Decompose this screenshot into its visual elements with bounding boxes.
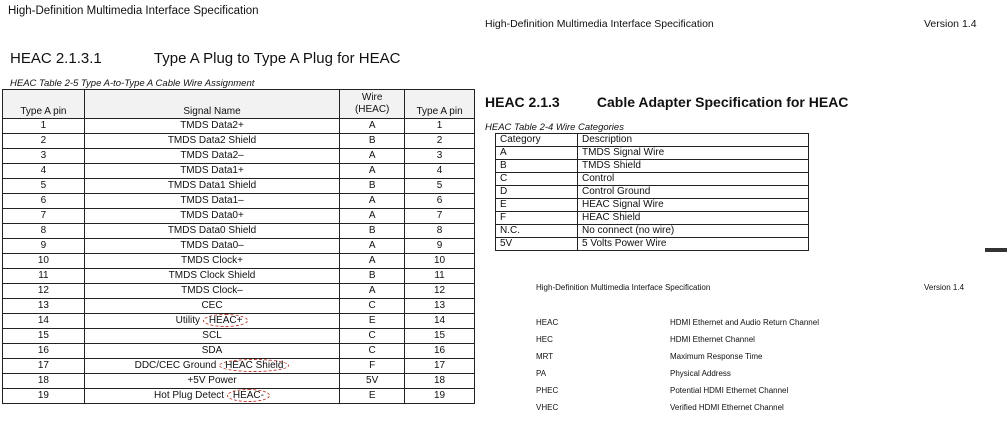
table-row xyxy=(3,254,475,269)
abbr-term: MRT xyxy=(536,352,554,361)
table-row xyxy=(3,314,475,329)
wire-table-body xyxy=(3,119,475,404)
abbr-definition: HDMI Ethernet and Audio Return Channel xyxy=(670,318,819,327)
pin-a-cell: 9 xyxy=(3,239,85,254)
list-item xyxy=(536,352,762,362)
signal-name: TMDS Data0+ xyxy=(180,210,244,221)
signal-name-cell xyxy=(84,284,339,299)
signal-name-cell xyxy=(84,359,339,374)
pin-b-cell: 3 xyxy=(405,149,475,164)
signal-name-cell xyxy=(84,239,339,254)
abbr-definition: Physical Address xyxy=(670,369,731,378)
signal-name-cell xyxy=(84,269,339,284)
description-cell: HEAC Signal Wire xyxy=(578,199,809,212)
right-section-heading xyxy=(485,94,848,110)
left-section-heading xyxy=(10,50,400,67)
signal-name: Hot Plug Detect xyxy=(154,390,225,401)
pin-a-cell: 16 xyxy=(3,344,85,359)
signal-name-cell xyxy=(84,119,339,134)
signal-name: TMDS Data0 Shield xyxy=(167,225,257,236)
wire-table-header-row xyxy=(3,90,475,119)
signal-name: TMDS Data2+ xyxy=(180,120,244,131)
signal-name-cell xyxy=(84,194,339,209)
wire-cell: 5V xyxy=(340,374,405,389)
signal-name-cell xyxy=(84,299,339,314)
col-header-wire xyxy=(340,90,405,119)
signal-name: TMDS Data2 Shield xyxy=(167,135,257,146)
list-item xyxy=(536,369,731,379)
signal-name-cell xyxy=(84,389,339,404)
abbr-term: HEAC xyxy=(536,318,559,327)
pin-a-cell: 11 xyxy=(3,269,85,284)
table-row xyxy=(496,173,809,186)
signal-name-cell xyxy=(84,134,339,149)
col-header-wire-line2: (HEAC) xyxy=(354,104,390,115)
category-cell: B xyxy=(496,160,578,173)
table-row xyxy=(3,134,475,149)
pin-b-cell: 19 xyxy=(405,389,475,404)
pin-a-cell: 5 xyxy=(3,179,85,194)
col-header-type-a-pin: Type A pin xyxy=(3,90,85,119)
description-cell: 5 Volts Power Wire xyxy=(578,238,809,251)
table-row xyxy=(3,119,475,134)
pin-a-cell: 19 xyxy=(3,389,85,404)
right-section-title: Cable Adapter Specification for HEAC xyxy=(596,94,849,110)
signal-name: TMDS Data2– xyxy=(180,150,244,161)
signal-name: DDC/CEC Ground xyxy=(134,360,217,371)
category-table-caption: HEAC Table 2-4 Wire Categories xyxy=(485,122,624,133)
table-row xyxy=(3,224,475,239)
table-row xyxy=(496,225,809,238)
signal-name-cell xyxy=(84,254,339,269)
signal-name-cell xyxy=(84,209,339,224)
pin-a-cell: 8 xyxy=(3,224,85,239)
signal-name-cell xyxy=(84,329,339,344)
table-row xyxy=(3,209,475,224)
signal-name: Utility xyxy=(175,315,201,326)
signal-name-cell xyxy=(84,224,339,239)
wire-cell: B xyxy=(340,134,405,149)
list-item xyxy=(536,386,788,396)
abbr-page-version: Version 1.4 xyxy=(924,283,965,292)
table-row xyxy=(3,164,475,179)
table-row xyxy=(3,344,475,359)
left-page-header: High-Definition Multimedia Interface Specification xyxy=(8,5,259,17)
page-divider-mark xyxy=(985,248,1007,252)
pin-b-cell: 2 xyxy=(405,134,475,149)
wire-cell: A xyxy=(340,284,405,299)
col-header-description: Description xyxy=(578,134,809,147)
table-row xyxy=(3,284,475,299)
category-cell: 5V xyxy=(496,238,578,251)
pin-b-cell: 12 xyxy=(405,284,475,299)
category-table-body xyxy=(496,147,809,251)
list-item xyxy=(536,403,784,413)
wire-cell: A xyxy=(340,239,405,254)
pin-a-cell: 10 xyxy=(3,254,85,269)
list-item xyxy=(536,318,819,328)
left-section-number: HEAC 2.1.3.1 xyxy=(10,50,102,67)
right-section-number: HEAC 2.1.3 xyxy=(485,94,560,110)
table-row xyxy=(3,239,475,254)
description-cell: TMDS Signal Wire xyxy=(578,147,809,160)
wire-cell: A xyxy=(340,119,405,134)
pin-a-cell: 14 xyxy=(3,314,85,329)
table-row xyxy=(3,179,475,194)
table-row xyxy=(496,212,809,225)
wire-cell: A xyxy=(340,254,405,269)
signal-name: CEC xyxy=(201,300,223,311)
pin-a-cell: 13 xyxy=(3,299,85,314)
table-row xyxy=(3,269,475,284)
pin-b-cell: 18 xyxy=(405,374,475,389)
left-section-title: Type A Plug to Type A Plug for HEAC xyxy=(153,50,401,67)
signal-name: TMDS Data1+ xyxy=(180,165,244,176)
pin-b-cell: 4 xyxy=(405,164,475,179)
signal-name: TMDS Clock– xyxy=(181,285,243,296)
description-cell: Control Ground xyxy=(578,186,809,199)
signal-name-cell xyxy=(84,179,339,194)
pin-b-cell: 13 xyxy=(405,299,475,314)
abbr-page-header: High-Definition Multimedia Interface Specification xyxy=(536,283,711,292)
table-row xyxy=(496,238,809,251)
abbr-term: VHEC xyxy=(536,403,559,412)
heac-highlight-note: HEAC- xyxy=(227,389,270,402)
pin-b-cell: 11 xyxy=(405,269,475,284)
pin-b-cell: 8 xyxy=(405,224,475,239)
table-row xyxy=(496,147,809,160)
pin-b-cell: 9 xyxy=(405,239,475,254)
pin-a-cell: 18 xyxy=(3,374,85,389)
pin-a-cell: 7 xyxy=(3,209,85,224)
pin-b-cell: 16 xyxy=(405,344,475,359)
pin-b-cell: 10 xyxy=(405,254,475,269)
pin-b-cell: 7 xyxy=(405,209,475,224)
signal-name-cell xyxy=(84,164,339,179)
pin-b-cell: 1 xyxy=(405,119,475,134)
category-cell: E xyxy=(496,199,578,212)
pin-a-cell: 12 xyxy=(3,284,85,299)
wire-assignment-table xyxy=(2,89,475,404)
wire-cell: A xyxy=(340,194,405,209)
wire-cell: B xyxy=(340,224,405,239)
pin-b-cell: 6 xyxy=(405,194,475,209)
col-header-signal-name: Signal Name xyxy=(84,90,339,119)
heac-highlight-note: HEAC+ xyxy=(203,314,249,327)
col-header-type-a-pin-2: Type A pin xyxy=(405,90,475,119)
signal-name-cell xyxy=(84,344,339,359)
table-row xyxy=(496,186,809,199)
abbr-term: PA xyxy=(536,369,547,378)
wire-categories-table xyxy=(495,133,809,251)
abbr-definition: HDMI Ethernet Channel xyxy=(670,335,755,344)
wire-cell: A xyxy=(340,164,405,179)
col-header-wire-line1: Wire xyxy=(361,92,383,103)
wire-cell: C xyxy=(340,344,405,359)
abbr-definition: Maximum Response Time xyxy=(670,352,763,361)
list-item xyxy=(536,335,755,345)
wire-cell: E xyxy=(340,314,405,329)
pin-a-cell: 2 xyxy=(3,134,85,149)
table-row xyxy=(3,374,475,389)
description-cell: Control xyxy=(578,173,809,186)
abbr-definition: Potential HDMI Ethernet Channel xyxy=(670,386,789,395)
pin-a-cell: 3 xyxy=(3,149,85,164)
category-cell: A xyxy=(496,147,578,160)
signal-name: TMDS Clock Shield xyxy=(168,270,256,281)
wire-cell: B xyxy=(340,179,405,194)
table-row xyxy=(3,299,475,314)
table-row xyxy=(496,199,809,212)
signal-name: TMDS Clock+ xyxy=(181,255,243,266)
table-row xyxy=(3,329,475,344)
signal-name-cell xyxy=(84,314,339,329)
category-cell: N.C. xyxy=(496,225,578,238)
wire-cell: B xyxy=(340,269,405,284)
right-page-header: High-Definition Multimedia Interface Specification xyxy=(485,18,714,30)
heac-highlight-note: HEAC Shield xyxy=(219,359,289,372)
table-row xyxy=(3,194,475,209)
signal-name: TMDS Data1 Shield xyxy=(167,180,257,191)
signal-name-cell xyxy=(84,149,339,164)
pin-a-cell: 1 xyxy=(3,119,85,134)
signal-name: TMDS Data1– xyxy=(180,195,244,206)
description-cell: TMDS Shield xyxy=(578,160,809,173)
wire-cell: A xyxy=(340,149,405,164)
abbr-term: PHEC xyxy=(536,386,559,395)
pin-a-cell: 4 xyxy=(3,164,85,179)
signal-name-cell xyxy=(84,374,339,389)
pin-a-cell: 17 xyxy=(3,359,85,374)
pin-a-cell: 6 xyxy=(3,194,85,209)
pin-b-cell: 5 xyxy=(405,179,475,194)
description-cell: No connect (no wire) xyxy=(578,225,809,238)
signal-name: SCL xyxy=(202,330,222,341)
signal-name: SDA xyxy=(201,345,223,356)
category-cell: D xyxy=(496,186,578,199)
table-row xyxy=(3,359,475,374)
category-cell: C xyxy=(496,173,578,186)
wire-cell: A xyxy=(340,209,405,224)
pin-b-cell: 15 xyxy=(405,329,475,344)
table-row xyxy=(3,389,475,404)
right-page-version: Version 1.4 xyxy=(924,18,977,30)
wire-cell: F xyxy=(340,359,405,374)
abbr-term: HEC xyxy=(536,335,553,344)
table-row xyxy=(496,160,809,173)
pin-b-cell: 17 xyxy=(405,359,475,374)
wire-cell: C xyxy=(340,299,405,314)
signal-name: +5V Power xyxy=(187,375,237,386)
pin-b-cell: 14 xyxy=(405,314,475,329)
pin-a-cell: 15 xyxy=(3,329,85,344)
category-table-header-row xyxy=(496,134,809,147)
abbr-definition: Verified HDMI Ethernet Channel xyxy=(670,403,784,412)
wire-cell: E xyxy=(340,389,405,404)
wire-table-caption: HEAC Table 2-5 Type A-to-Type A Cable Wire Assignment xyxy=(10,78,255,89)
description-cell: HEAC Shield xyxy=(578,212,809,225)
table-row xyxy=(3,149,475,164)
wire-cell: C xyxy=(340,329,405,344)
signal-name: TMDS Data0– xyxy=(180,240,244,251)
category-cell: F xyxy=(496,212,578,225)
col-header-category: Category xyxy=(496,134,578,147)
